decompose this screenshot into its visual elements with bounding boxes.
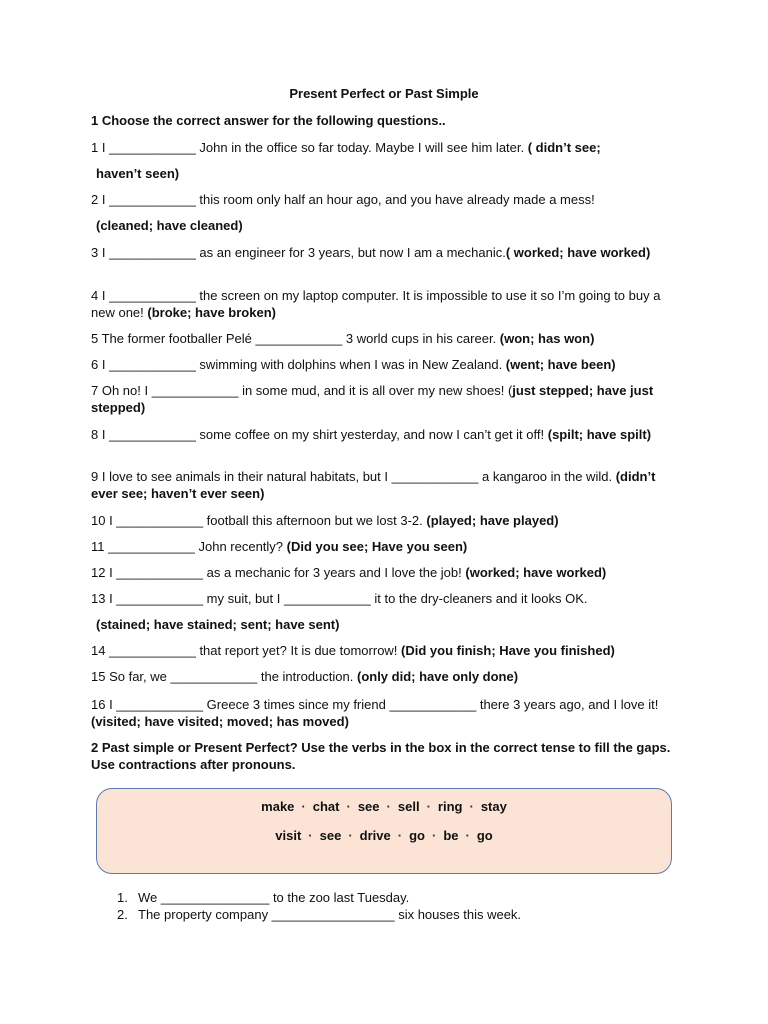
question-10: 10 I ____________ football this afternoon but we lost 3-2. (played; have played) (91, 513, 559, 528)
section2-heading: 2 Past simple or Present Perfect? Use the verbs in the box in the correct tense to fill the gaps. Use contractions after pronouns. (91, 740, 671, 772)
question-9: 9 I love to see animals in their natural habitats, but I ____________ a kangaroo in the wild. (didn’t ever see; haven’t ever seen) (91, 469, 656, 501)
question-11: 11 ____________ John recently? (Did you see; Have you seen) (91, 539, 468, 554)
separator: · (465, 828, 470, 843)
verb-word: sell (397, 799, 420, 814)
verb-word: go (476, 828, 493, 843)
question-14: 14 ____________ that report yet? It is due tomorrow! (Did you finish; Have you finished) (91, 643, 615, 658)
separator: · (308, 828, 313, 843)
verb-word: drive (359, 828, 391, 843)
question-15: 15 So far, we ____________ the introduction. (only did; have only done) (91, 669, 519, 684)
question-1: 1 I ____________ John in the office so far today. Maybe I will see him later. ( didn’t see; haven’t seen) (91, 140, 601, 181)
separator: · (346, 799, 351, 814)
separator: · (469, 799, 474, 814)
verb-box (96, 788, 672, 874)
separator: · (397, 828, 403, 843)
question-5: 5 The former footballer Pelé ____________ 3 world cups in his career. (won; has won) (91, 331, 595, 346)
question-16: 16 I ____________ Greece 3 times since my friend ____________ there 3 years ago, and I love it! (visited; have visited; moved; has moved) (91, 697, 659, 729)
exercise-2: 2. The property company _________________ six houses this week. (117, 907, 522, 922)
question-6: 6 I ____________ swimming with dolphins when I was in New Zealand. (went; have been) (91, 357, 616, 372)
verb-word: go (409, 828, 425, 843)
verb-word: see (357, 799, 380, 814)
separator: · (348, 828, 353, 843)
exercise-1: 1. We _______________ to the zoo last Tuesday. (117, 890, 410, 905)
separator: · (301, 799, 306, 814)
question-8: 8 I ____________ some coffee on my shirt yesterday, and now I can’t get it off! (spilt; have spilt) (91, 427, 652, 442)
verb-row-2 (97, 828, 671, 843)
question-2: 2 I ____________ this room only half an hour ago, and you have already made a mess! (cleaned; have cleaned) (91, 192, 595, 233)
separator: · (431, 828, 437, 843)
question-7: 7 Oh no! I ____________ in some mud, and it is all over my new shoes! (just stepped; have just stepped) (91, 383, 654, 415)
question-12: 12 I ____________ as a mechanic for 3 years and I love the job! (worked; have worked) (91, 565, 607, 580)
verb-word: see (319, 828, 342, 843)
verb-word: be (443, 828, 459, 843)
question-13: 13 I ____________ my suit, but I ____________ it to the dry-cleaners and it looks OK. (stained; have stained; sent; have sent) (91, 591, 588, 632)
verb-word: visit (275, 828, 302, 843)
separator: · (426, 799, 431, 814)
verb-word: chat (312, 799, 340, 814)
verb-word: ring (437, 799, 463, 814)
question-4: 4 I ____________ the screen on my laptop computer. It is impossible to use it so I’m going to buy a new one! (broke; have broken) (91, 288, 661, 320)
verb-row-1 (97, 799, 671, 814)
page-title: Present Perfect or Past Simple (289, 86, 479, 101)
verb-word: make (261, 799, 295, 814)
question-3: 3 I ____________ as an engineer for 3 years, but now I am a mechanic.( worked; have worked) (91, 245, 651, 260)
verb-word: stay (480, 799, 507, 814)
separator: · (386, 799, 391, 814)
section1-heading: 1 Choose the correct answer for the following questions.. (91, 113, 446, 128)
